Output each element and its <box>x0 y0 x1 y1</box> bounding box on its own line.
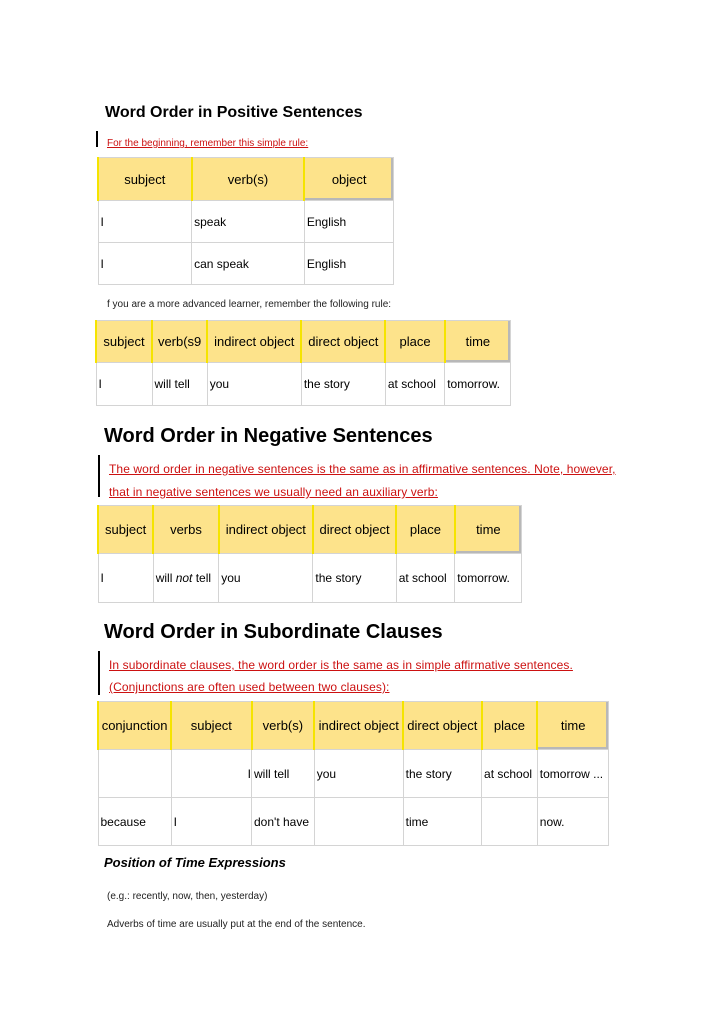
advanced-rule-table <box>95 320 511 406</box>
time-rule: Adverbs of time are usually put at the end of the sentence. <box>107 919 366 930</box>
header-conjunction: conjunction <box>98 702 171 750</box>
cell: at school <box>482 750 538 798</box>
cell: I <box>98 201 192 243</box>
cell: can speak <box>192 243 305 285</box>
header-subject: subject <box>98 158 192 201</box>
cell: I <box>171 750 251 798</box>
cell: at school <box>396 554 455 603</box>
cell: English <box>304 243 393 285</box>
cell: speak <box>192 201 305 243</box>
cell <box>482 798 538 846</box>
cell: because <box>98 798 171 846</box>
table-row <box>98 798 609 846</box>
header-verbs: verb(s) <box>192 158 305 201</box>
header-place: place <box>482 702 538 750</box>
cell: tomorrow ... <box>537 750 608 798</box>
cell: I <box>98 243 192 285</box>
verb-post: tell <box>192 571 212 585</box>
header-indirect-object: indirect object <box>207 321 301 363</box>
cell: I <box>96 363 152 406</box>
negative-table <box>97 505 522 603</box>
header-subject: subject <box>96 321 152 363</box>
margin-bar <box>98 455 100 497</box>
header-direct-object: direct object <box>403 702 481 750</box>
header-indirect-object: indirect object <box>219 506 313 554</box>
cell: will tell <box>152 363 207 406</box>
header-place: place <box>396 506 455 554</box>
cell: you <box>219 554 313 603</box>
header-direct-object: direct object <box>301 321 385 363</box>
negative-note-line1: The word order in negative sentences is the same as in affirmative sentences. Note, however, <box>109 462 616 476</box>
cell: I <box>171 798 251 846</box>
negative-note-line2: that in negative sentences we usually need an auxiliary verb: <box>109 485 438 499</box>
cell: you <box>314 750 403 798</box>
time-examples: (e.g.: recently, now, then, yesterday) <box>107 891 268 902</box>
section-title-negative: Word Order in Negative Sentences <box>104 425 433 447</box>
cell: time <box>403 798 481 846</box>
header-verbs: verb(s9 <box>152 321 207 363</box>
cell-verb <box>153 554 219 603</box>
cell: English <box>304 201 393 243</box>
table-row <box>98 201 394 243</box>
cell: the story <box>403 750 481 798</box>
header-verbs: verbs <box>153 506 219 554</box>
header-subject: subject <box>98 506 153 554</box>
header-verbs: verb(s) <box>252 702 315 750</box>
header-time: time <box>455 506 522 554</box>
intro-note: For the beginning, remember this simple rule: <box>107 138 309 149</box>
header-indirect-object: indirect object <box>314 702 403 750</box>
advanced-note: f you are a more advanced learner, remember the following rule: <box>107 299 392 310</box>
header-time: time <box>445 321 511 363</box>
header-time: time <box>537 702 608 750</box>
verb-emphasis: not <box>175 571 193 585</box>
cell: will tell <box>252 750 315 798</box>
cell: tomorrow. <box>455 554 522 603</box>
cell <box>98 750 171 798</box>
header-object: object <box>304 158 393 201</box>
margin-bar <box>98 651 100 695</box>
cell: now. <box>537 798 608 846</box>
header-place: place <box>385 321 444 363</box>
section-title-time: Position of Time Expressions <box>104 855 286 870</box>
simple-rule-table <box>97 157 394 285</box>
section-title-subordinate: Word Order in Subordinate Clauses <box>104 621 443 643</box>
table-row <box>98 750 609 798</box>
verb-pre: will <box>155 571 176 585</box>
table-row <box>98 243 394 285</box>
subordinate-table <box>97 701 609 846</box>
cell: you <box>207 363 301 406</box>
section-title-positive: Word Order in Positive Sentences <box>105 104 363 121</box>
cell: I <box>98 554 153 603</box>
subordinate-note-line2: (Conjunctions are often used between two clauses): <box>109 680 390 694</box>
header-direct-object: direct object <box>313 506 396 554</box>
cell: the story <box>313 554 396 603</box>
cell <box>314 798 403 846</box>
cell: the story <box>301 363 385 406</box>
table-row <box>98 554 522 603</box>
margin-bar <box>96 131 98 147</box>
cell: at school <box>385 363 444 406</box>
subordinate-note-line1: In subordinate clauses, the word order is the same as in simple affirmative sentences. <box>109 658 573 672</box>
cell: don't have <box>252 798 315 846</box>
header-subject: subject <box>171 702 251 750</box>
cell: tomorrow. <box>445 363 511 406</box>
table-row <box>96 363 511 406</box>
